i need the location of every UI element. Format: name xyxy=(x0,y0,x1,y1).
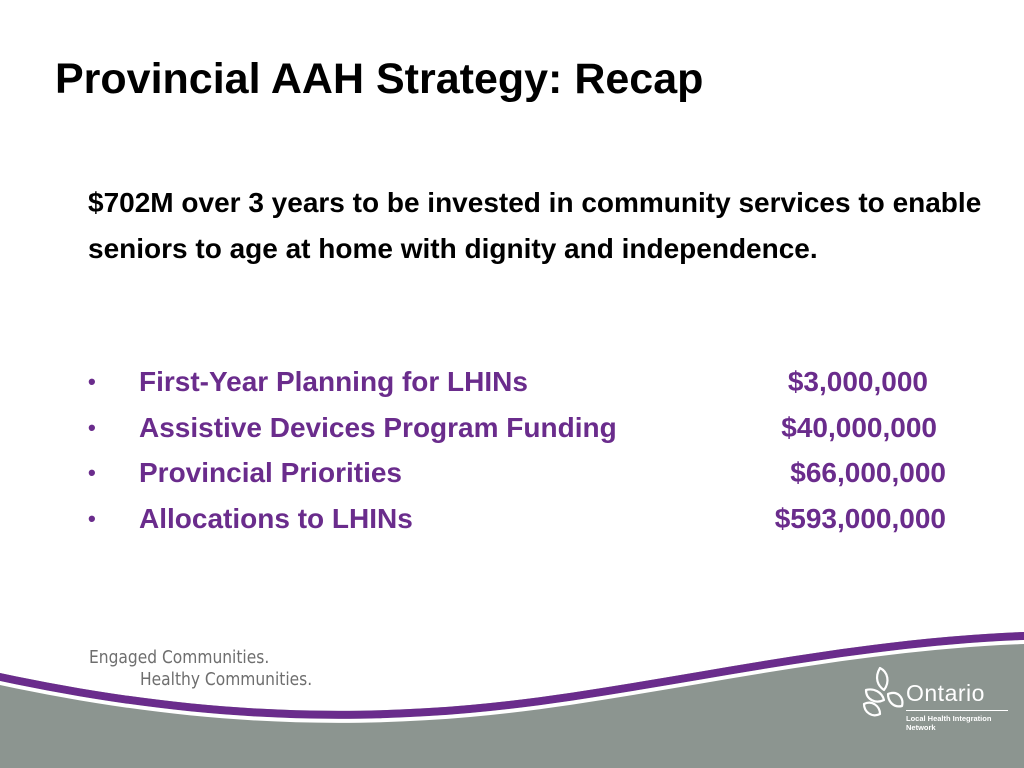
tagline-line-2: Healthy Communities. xyxy=(140,669,313,690)
logo-divider xyxy=(906,710,1008,711)
funding-amount: $66,000,000 xyxy=(790,457,946,488)
list-item xyxy=(88,453,988,499)
funding-label: Assistive Devices Program Funding xyxy=(139,411,617,443)
intro-paragraph: $702M over 3 years to be invested in community services to enable seniors to age at home with dignity and independence. xyxy=(88,187,982,264)
list-item xyxy=(88,408,988,454)
logo-subtitle: Local Health Integration Network xyxy=(906,714,992,732)
bullet-icon: • xyxy=(88,460,96,485)
funding-amount: $593,000,000 xyxy=(774,502,946,534)
logo-ontario-text: Ontario xyxy=(906,680,985,706)
tagline-line-1: Engaged Communities. xyxy=(89,647,270,668)
slide-title: Provincial AAH Strategy: Recap xyxy=(55,55,704,103)
funding-label: First-Year Planning for LHINs xyxy=(139,366,528,397)
bullet-icon: • xyxy=(88,414,96,440)
bullet-icon: • xyxy=(88,505,96,531)
funding-list xyxy=(88,362,988,544)
funding-label: Provincial Priorities xyxy=(139,457,402,488)
list-item xyxy=(88,362,988,408)
list-item xyxy=(88,499,988,545)
funding-amount: $3,000,000 xyxy=(787,366,928,397)
bullet-icon: • xyxy=(88,369,96,394)
funding-amount: $40,000,000 xyxy=(781,411,937,443)
funding-label: Allocations to LHINs xyxy=(139,502,413,534)
